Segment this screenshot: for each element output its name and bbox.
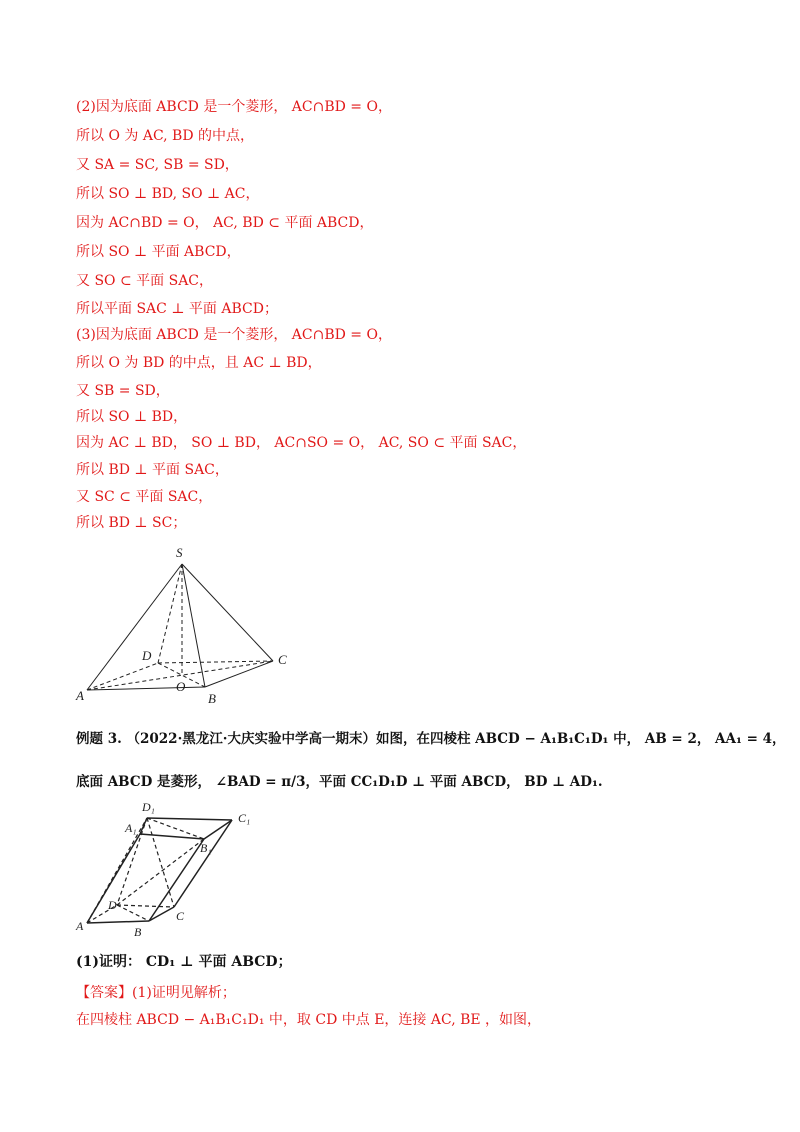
proof-line-9: (3)因为底面 ABCD 是一个菱形， AC∩BD = O，: [76, 327, 392, 343]
answer-text-1: (1)证明见解析；: [132, 985, 236, 1001]
answer-label: 【答案】: [76, 985, 132, 1001]
label-C2: C: [176, 909, 185, 923]
label-A2: A: [76, 919, 84, 933]
answer-line-2: 在四棱柱 ABCD − A₁B₁C₁D₁ 中，取 CD 中点 E，连接 AC, BE ，如图，: [76, 1012, 542, 1028]
label-B2: B: [134, 925, 142, 939]
label-O: O: [176, 679, 186, 694]
answer-line-1: [76, 982, 236, 1002]
label-D: D: [142, 648, 152, 663]
prism-figure: [70, 796, 270, 946]
proof-line-1: (2)因为底面 ABCD 是一个菱形， AC∩BD = O，: [76, 99, 392, 115]
proof-line-14: 所以 BD ⊥ 平面 SAC，: [76, 462, 229, 478]
proof-line-4: 所以 SO ⊥ BD, SO ⊥ AC，: [76, 186, 260, 202]
proof-line-11: 又 SB = SD，: [76, 383, 170, 399]
label-C: C: [278, 652, 287, 667]
label-B: B: [208, 691, 216, 706]
proof-line-13: 因为 AC ⊥ BD， SO ⊥ BD， AC∩SO = O， AC, SO ⊂ 平面 SAC，: [76, 435, 527, 451]
example3-line1: 例题 3. （2022·黑龙江·大庆实验中学高一期末）如图，在四棱柱 ABCD − A₁B₁C₁D₁ 中， AB = 2， AA₁ = 4，: [76, 731, 786, 747]
label-S: S: [176, 545, 183, 560]
proof-line-7: 又 SO ⊂ 平面 SAC，: [76, 273, 214, 289]
label-B1: B₁: [200, 841, 212, 855]
example3-line2: 底面 ABCD 是菱形， ∠BAD = π/3，平面 CC₁D₁D ⊥ 平面 ABCD， BD ⊥ AD₁.: [76, 774, 603, 790]
proof-line-3: 又 SA = SC, SB = SD，: [76, 157, 239, 173]
proof-line-8: 所以平面 SAC ⊥ 平面 ABCD；: [76, 301, 278, 317]
proof-line-2: 所以 O 为 AC, BD 的中点，: [76, 128, 255, 144]
pyramid-figure: [70, 540, 310, 710]
label-A1: A₁: [125, 821, 137, 835]
proof-line-10: 所以 O 为 BD 的中点，且 AC ⊥ BD，: [76, 355, 322, 371]
proof-line-16: 所以 BD ⊥ SC；: [76, 515, 187, 531]
proof-line-6: 所以 SO ⊥ 平面 ABCD，: [76, 244, 241, 260]
question-1: (1)证明： CD₁ ⊥ 平面 ABCD；: [76, 954, 292, 970]
label-D1: D₁: [142, 800, 155, 814]
label-D2: D: [108, 898, 117, 912]
proof-line-5: 因为 AC∩BD = O， AC, BD ⊂ 平面 ABCD，: [76, 215, 374, 231]
label-A: A: [76, 688, 84, 703]
proof-line-15: 又 SC ⊂ 平面 SAC，: [76, 489, 213, 505]
label-C1: C₁: [238, 811, 251, 825]
proof-line-12: 所以 SO ⊥ BD，: [76, 409, 188, 425]
